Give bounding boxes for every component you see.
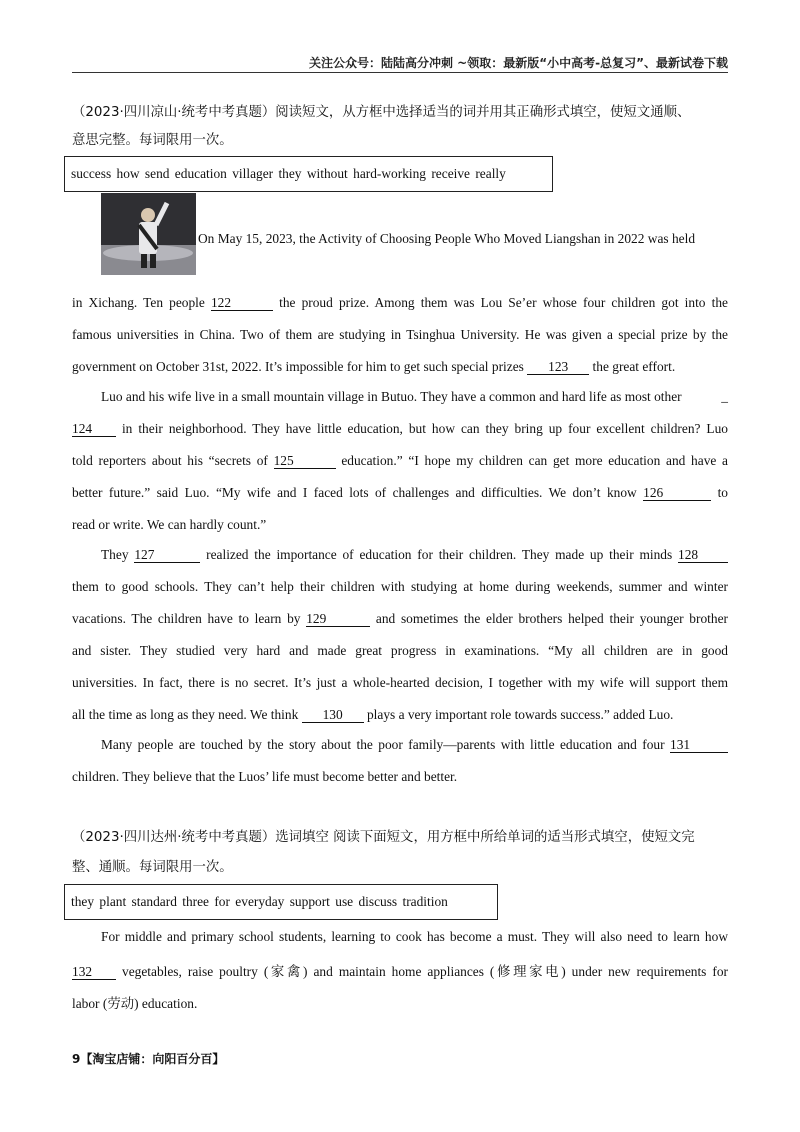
section2-instruction-line2: 整、通顺。每词限用一次。 [72,860,233,875]
blank-122[interactable]: 122 [211,296,273,311]
s1-line-14: universities. In fact, there is no secret. It’s just a whole-hearted decision, I together with my wife will support them [72,675,728,690]
s1-line-12: vacations. The children have to learn by 129 and sometimes the elder brothers helped their younger brother [72,611,728,626]
section2-word-box: they plant standard three for everyday support use discuss tradition [64,884,498,920]
s1-line-8: better future.” said Luo. “My wife and I faced lots of challenges and difficulties. We don’t know 126 to [72,485,728,500]
blank-130[interactable]: 130 [302,708,364,723]
s1-line-2: in Xichang. Ten people 122 the proud prize. Among them was Lou Se’er whose four children got into the [72,295,728,310]
s1-line-5: Luo and his wife live in a small mountain village in Butuo. They have a common and hard life as most other _ [101,389,728,404]
s1-line-15: all the time as long as they need. We think 130 plays a very important role towards success.” added Luo. [72,707,674,722]
s1-line-17: children. They believe that the Luos’ life must become better and better. [72,769,458,784]
s2-line-1: For middle and primary school students, learning to cook has become a must. They will also need to learn how [101,929,728,944]
section1-instruction-line2: 意思完整。每词限用一次。 [72,133,233,148]
s1-line-11: them to good schools. They can’t help their children with studying at home during weekends, summer and winter [72,579,728,594]
blank-129[interactable]: 129 [306,612,370,627]
blank-125[interactable]: 125 [274,454,336,469]
page-number: 9 [72,1052,81,1066]
s1-line-3: famous universities in China. Two of them are studying in Tsinghua University. He was given a special prize by the [72,327,728,342]
s1-line-7: told reporters about his “secrets of 125 education.” “I hope my children can get more education and have a [72,453,728,468]
blank-131[interactable]: 131 [670,738,728,753]
section1-instruction-line1: （2023·四川凉山·统考中考真题）阅读短文，从方框中选择适当的词并用其正确形式填空，使短文通顺、 [72,105,691,120]
s2-line-3: labor (劳动) education. [72,996,198,1011]
blank-123[interactable]: 123 [527,360,589,375]
s1-line-1: On May 15, 2023, the Activity of Choosing People Who Moved Liangshan in 2022 was held [198,231,696,246]
s1-line-6: 124 in their neighborhood. They have little education, but how can they bring up four excellent children? Luo [72,421,728,436]
section2-instruction-line1: （2023·四川达州·统考中考真题）选词填空 阅读下面短文，用方框中所给单词的适当形式填空，使短文完 [72,830,695,845]
s1-line-13: and sister. They studied very hard and made great progress in examinations. “My all children are in good [72,643,728,658]
blank-132[interactable]: 132 [72,965,116,980]
blank-127[interactable]: 127 [134,548,200,563]
page-footer [72,1050,224,1067]
header-divider [72,72,728,73]
shop-label: 【淘宝店铺：向阳百分百】 [80,1052,225,1066]
blank-126[interactable]: 126 [643,486,711,501]
s1-line-4: government on October 31st, 2022. It’s impossible for him to get such special prizes 123 the great effort. [72,359,676,374]
section1-word-box: success how send education villager they without hard-working receive really [64,156,553,192]
person-waving-award-photo [101,193,196,275]
s1-line-16: Many people are touched by the story about the poor family—parents with little education and four 131 [101,737,728,753]
s1-line-10: They 127 realized the importance of education for their children. They made up their minds 128 [101,547,728,563]
page-header: 关注公众号：陆陆高分冲刺 ~领取：最新版“小中高考-总复习”、最新试卷下载 [309,56,728,70]
s2-line-2: 132 vegetables, raise poultry (家禽) and maintain home appliances (修理家电) under new requirements for [72,964,728,979]
blank-128[interactable]: 128 [678,548,728,563]
blank-124[interactable]: 124 [72,422,116,437]
s1-line-9: read or write. We can hardly count.” [72,517,267,532]
